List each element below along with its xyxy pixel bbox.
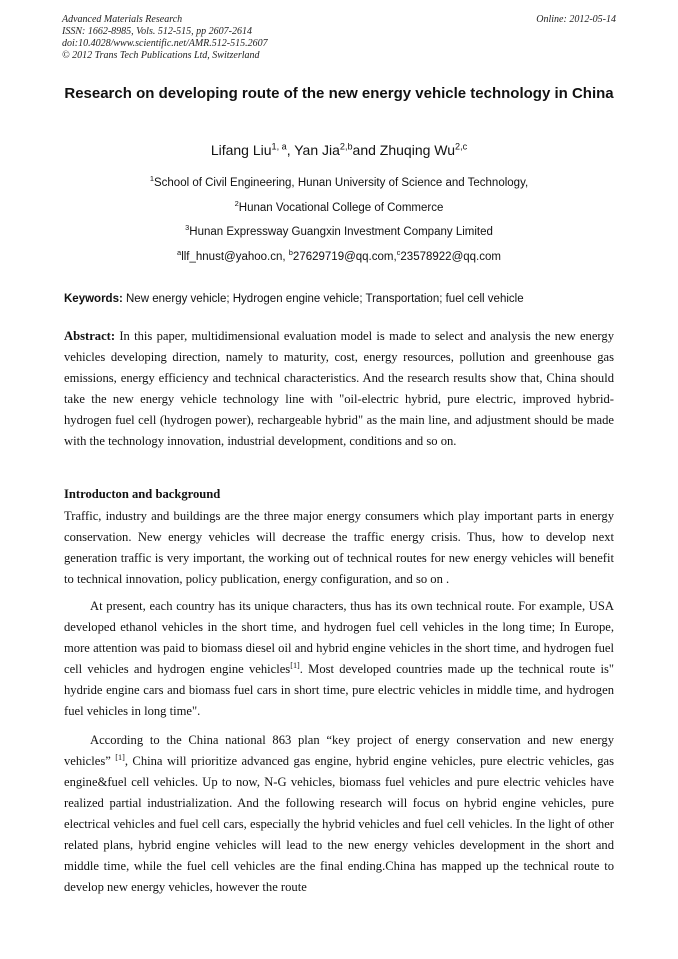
citation-ref: [1]: [115, 752, 125, 762]
paragraph-3: [64, 730, 614, 898]
paragraph-1: Traffic, industry and buildings are the three major energy consumers which play important parts in energy conservation. New energy vehicles will decrease the traffic energy crisis. Thus, how to develop next generation traffic is very important, the working out of technical routes for new energy vehicles will benefit to technical innovation, policy publication, energy configuration, and so on .: [64, 509, 614, 586]
affiliation-3: [62, 224, 616, 240]
affiliation-text: School of Civil Engineering, Hunan University of Science and Technology,: [153, 177, 529, 189]
copyright-line: © 2012 Trans Tech Publications Ltd, Switzerland: [62, 50, 260, 61]
email-list: [62, 249, 616, 265]
affiliation-sup: 1: [149, 174, 154, 184]
journal-name: Advanced Materials Research: [62, 14, 183, 25]
paragraph-2: [64, 596, 614, 722]
keywords: [64, 291, 616, 307]
affiliation-sup: 2: [234, 199, 239, 209]
author-name: and Zhuqing Wu: [352, 142, 456, 158]
affiliation-text: Hunan Expressway Guangxin Investment Company Limited: [189, 226, 493, 238]
citation-ref: [1]: [290, 660, 300, 670]
keywords-text: New energy vehicle; Hydrogen engine vehicle; Transportation; fuel cell vehicle: [122, 293, 524, 305]
email-sup: b: [288, 248, 293, 258]
paper-title: Research on developing route of the new energy vehicle technology in China: [64, 85, 614, 102]
author-sup: 1, a: [271, 141, 287, 152]
affiliation-sup: 3: [185, 223, 190, 233]
affiliation-1: [62, 175, 616, 191]
issn-line: ISSN: 1662-8985, Vols. 512-515, pp 2607-2614: [62, 26, 252, 37]
author-list: [62, 140, 616, 160]
section-heading: Introducton and background: [64, 487, 221, 501]
email-address: 23578922@qq.com: [400, 251, 501, 263]
abstract-text: In this paper, multidimensional evaluation model is made to select and analysis the new energy vehicles developing direction, namely to maturity, cost, energy resources, pollution and greenhouse gas emissions, energy efficiency and technical characteristics. And the research results show that, China should take the new energy vehicle technology line with "oil-electric hybrid, pure electric, improved hybrid- hydrogen fuel cell (hydrogen power), rechargeable hybrid" as the main line, and adjustment should be made with the technology innovation, industrial development, conditions and so on.: [64, 329, 614, 448]
email-address: 27629719@qq.com,: [292, 251, 397, 263]
email-sup: c: [396, 248, 401, 258]
abstract-label: Abstract:: [64, 329, 116, 343]
journal-header: [62, 14, 616, 62]
doi-line: doi:10.4028/www.scientific.net/AMR.512-515.2607: [62, 38, 268, 49]
email-sup: a: [177, 248, 182, 258]
paragraph-text: At present, each country has its unique characters, thus has its own technical route. For example, USA developed ethanol vehicles in the short time, and hydrogen fuel cell vehicles in the long time; In Europe, more attention was paid to biomass diesel oil and hybrid engine vehicles in the short time, and hydrogen fuel cell vehicles and hydrogen engine vehicles: [64, 599, 614, 676]
email-address: llf_hnust@yahoo.cn,: [181, 251, 289, 263]
online-date: Online: 2012-05-14: [536, 14, 616, 25]
affiliation-text: Hunan Vocational College of Commerce: [238, 202, 444, 214]
affiliation-2: [62, 200, 616, 216]
paragraph-text: According to the China national 863 plan “key project of energy conservation and new energy vehicles”: [64, 733, 614, 768]
keywords-label: Keywords:: [64, 293, 123, 305]
paragraph-text: , China will prioritize advanced gas engine, hybrid engine vehicles, pure electric vehicles, gas engine&fuel cell vehicles. Up to now, N-G vehicles, biomass fuel vehicles and pure electric vehicles have realized partial industrialization. And the following research will focus on hybrid engine vehicles, pure electrical vehicles and fuel cell cars, especially the hybrid vehicles and fuel cell vehicles. In the light of other related plans, hybrid engine vehicles will lead to the new energy vehicles development in the short and middle time, while the fuel cell vehicles are the final ending.China has mapped up the technical route to develop new energy vehicles, however the route: [64, 754, 615, 894]
author-name: Lifang Liu: [210, 142, 272, 158]
paragraph-text: . Most developed countries made up the technical route is" hydride engine cars and biomass fuel cars in short time, pure electric vehicles in middle time, and hydrogen fuel vehicles in long time".: [64, 662, 614, 718]
author-sup: 2,b: [339, 141, 353, 152]
author-sup: 2,c: [455, 141, 468, 152]
abstract: [64, 326, 614, 452]
author-name: , Yan Jia: [286, 142, 340, 158]
